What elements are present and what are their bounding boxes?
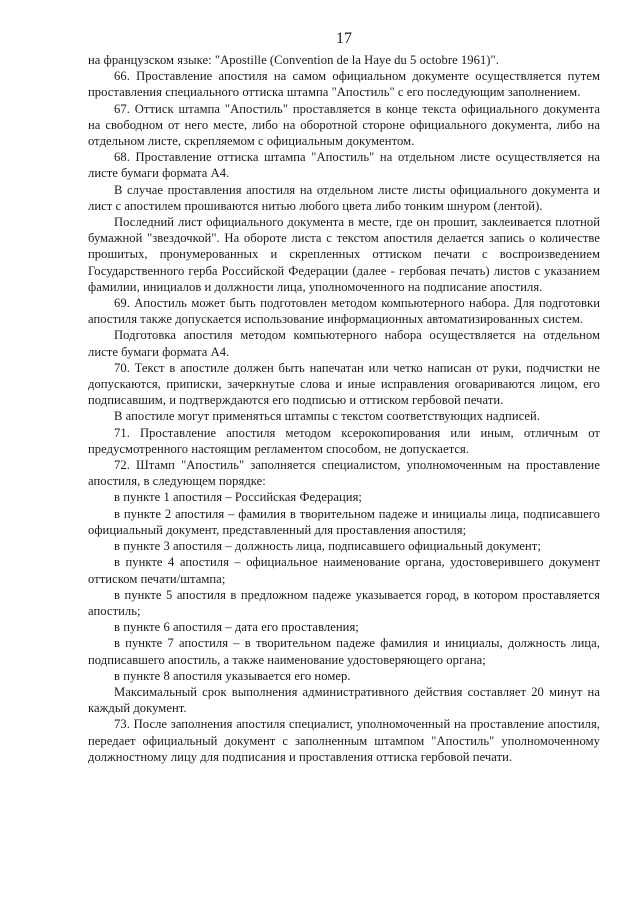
list-item-point-8: в пункте 8 апостиля указывается его номер. bbox=[114, 668, 351, 683]
paragraph-68-last-sheet: Последний лист официального документа в месте, где он прошит, заклеивается плотной бумажной "звездочкой". На обороте листа с текстом апостиля делается запись о количестве прошитых, пронумерованных и скрепленных оттиском печати с воспроизведением Государственного герба Российской Федерации (далее - гербовая печать) листов с указанием фамилии, инициалов и должности лица, уполномоченного на подписание апостиля. bbox=[88, 215, 600, 294]
paragraph-68-separate-sheet: В случае проставления апостиля на отдельном листе листы официального документа и лист с апостилем прошиваются нитью любого цвета либо тонким шнуром (лентой). bbox=[88, 182, 600, 213]
page-number: 17 bbox=[336, 30, 352, 47]
paragraph-max-time: Максимальный срок выполнения административного действия составляет 20 минут на каждый документ. bbox=[88, 684, 600, 716]
paragraph-70: 70. Текст в апостиле должен быть напечатан или четко написан от руки, подчистки не допускаются, приписки, зачеркнутые слова и иные исправления оговариваются лицом, его подписавшим, и подтверждаются его подписью и оттиском гербовой печати. bbox=[88, 360, 600, 408]
paragraph-70-stamps: В апостиле могут применяться штампы с текстом соответствующих надписей. bbox=[114, 409, 541, 424]
list-item-point-5: в пункте 5 апостиля в предложном падеже указывается город, в котором проставляется апостиль; bbox=[88, 587, 600, 618]
paragraph-68: 68. Проставление оттиска штампа "Апостиль" на отдельном листе осуществляется на листе бумаги формата А4. bbox=[88, 150, 600, 181]
paragraph-73: 73. После заполнения апостиля специалист, уполномоченный на проставление апостиля, передает официальный документ с заполненным штампом "Апостиль" уполномоченному должностному лицу для подписания и проставления оттиска гербовой печати. bbox=[88, 717, 600, 764]
paragraph-69-computer-preparation: Подготовка апостиля методом компьютерного набора осуществляется на отдельном листе бумаги формата А4. bbox=[88, 328, 600, 359]
document-page bbox=[88, 30, 600, 765]
paragraph-72: 72. Штамп "Апостиль" заполняется специалистом, уполномоченным на проставление апостиля, в следующем порядке: bbox=[88, 458, 600, 489]
paragraph-67: 67. Оттиск штампа "Апостиль" проставляется в конце текста официального документа на свободном от него месте, либо на оборотной стороне официального документа, либо на отдельном листе, скрепляемом с официальным документом. bbox=[88, 101, 600, 149]
list-item-point-4: в пункте 4 апостиля – официальное наименование органа, удостоверившего документ оттиском печати/штампа; bbox=[88, 555, 600, 586]
paragraph-71: 71. Проставление апостиля методом ксерокопирования или иным, отличным от предусмотренного настоящим регламентом способом, не допускается. bbox=[88, 425, 600, 456]
paragraph-apostille-title-continuation: на французском языке: "Apostille (Convention de la Haye du 5 octobre 1961)". bbox=[88, 53, 499, 67]
list-item-point-2: в пункте 2 апостиля – фамилия в творительном падеже и инициалы лица, подписавшего официальный документ, представленный для проставления апостиля; bbox=[88, 506, 600, 537]
paragraph-66: 66. Проставление апостиля на самом официальном документе осуществляется путем проставления специального оттиска штампа "Апостиль" с его последующим заполнением. bbox=[88, 69, 600, 100]
list-item-point-1: в пункте 1 апостиля – Российская Федерация; bbox=[114, 490, 362, 505]
paragraph-69: 69. Апостиль может быть подготовлен методом компьютерного набора. Для подготовки апостиля также допускается использование информационных автоматизированных систем. bbox=[88, 296, 600, 327]
list-item-point-6: в пункте 6 апостиля – дата его проставления; bbox=[114, 620, 359, 635]
list-item-point-7: в пункте 7 апостиля – в творительном падеже фамилия и инициалы, должность лица, подписавшего апостиль, а также наименование удостоверяющего органа; bbox=[88, 636, 600, 667]
list-item-point-3: в пункте 3 апостиля – должность лица, подписавшего официальный документ; bbox=[114, 539, 541, 554]
